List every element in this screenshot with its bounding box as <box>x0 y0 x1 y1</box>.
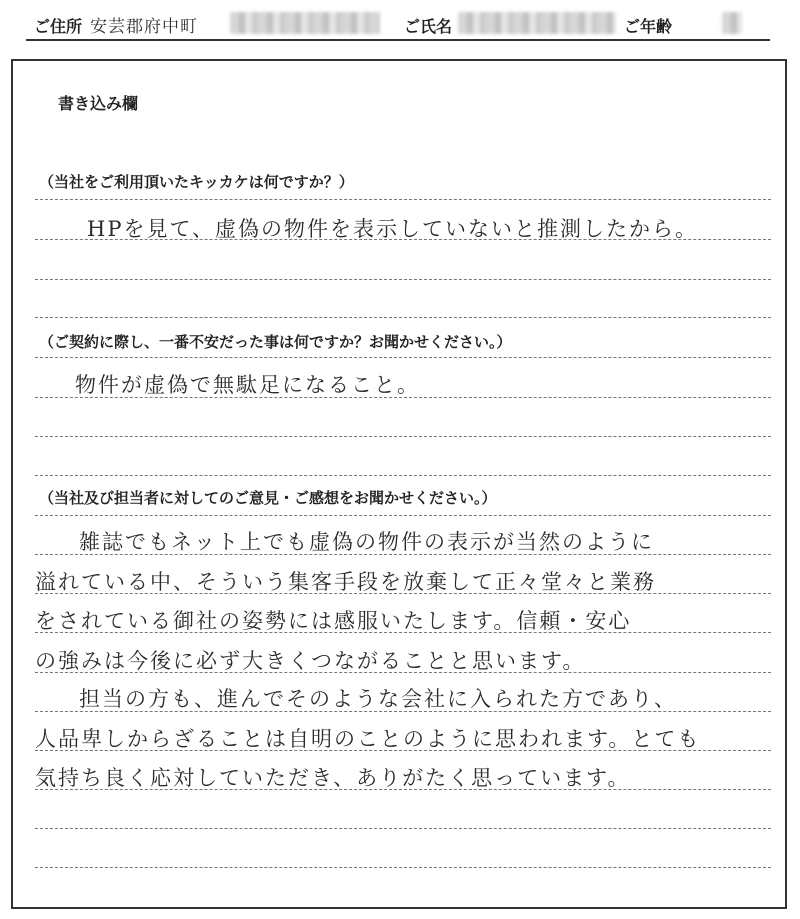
name-redacted-blur <box>458 12 616 34</box>
writing-rule <box>35 239 771 240</box>
answer-3-line-4: の強みは今後に必ず大きくつながることと思います。 <box>35 649 586 673</box>
header-underline <box>26 39 770 41</box>
answer-3-line-3: をされている御社の姿勢には感服いたします。信頼・安心 <box>35 609 632 633</box>
writing-rule <box>35 828 771 829</box>
age-redacted-blur <box>722 12 742 34</box>
question-2: （ご契約に際し、一番不安だった事は何ですか？お聞かせください。） <box>39 333 512 351</box>
age-label: ご年齢 <box>624 17 673 36</box>
answer-3-line-6: 人品卑しからざることは自明のことのように思われます。とても <box>35 727 701 751</box>
writing-rule <box>35 515 771 516</box>
writing-rule <box>35 672 771 673</box>
comment-form-box <box>11 59 787 909</box>
writing-rule <box>35 789 771 790</box>
answer-3-line-1: 雑誌でもネット上でも虚偽の物件の表示が当然のように <box>79 530 654 554</box>
writing-rule <box>35 554 771 555</box>
answer-3-line-7: 気持ち良く応対していただき、ありがたく思っています。 <box>35 766 631 790</box>
answer-3-line-2: 溢れている中、そういう集客手段を放棄して正々堂々と業務 <box>35 570 656 594</box>
writing-rule <box>35 357 771 358</box>
answer-2-line-1: 物件が虚偽で無駄足になること。 <box>75 373 420 397</box>
writing-rule <box>35 632 771 633</box>
question-3: （当社及び担当者に対してのご意見・ご感想をお聞かせください。） <box>39 489 497 507</box>
writing-rule <box>35 317 771 318</box>
writing-rule <box>35 867 771 868</box>
form-title: 書き込み欄 <box>58 94 139 113</box>
name-label: ご氏名 <box>404 17 453 36</box>
question-1: （当社をご利用頂いたキッカケは何ですか？） <box>39 173 354 191</box>
answer-1-line-1: HPを見て、虚偽の物件を表示していないと推測したから。 <box>87 217 699 241</box>
address-redacted-blur <box>230 12 380 34</box>
writing-rule <box>35 199 771 200</box>
address-value: 安芸郡府中町 <box>90 17 198 37</box>
customer-info-header <box>0 0 800 48</box>
answer-3-line-5: 担当の方も、進んでそのような会社に入られた方であり、 <box>79 687 677 711</box>
address-label: ご住所 <box>34 17 83 36</box>
writing-rule <box>35 397 771 398</box>
writing-rule <box>35 436 771 437</box>
writing-rule <box>35 593 771 594</box>
writing-rule <box>35 711 771 712</box>
writing-rule <box>35 279 771 280</box>
writing-rule <box>35 750 771 751</box>
writing-rule <box>35 475 771 476</box>
